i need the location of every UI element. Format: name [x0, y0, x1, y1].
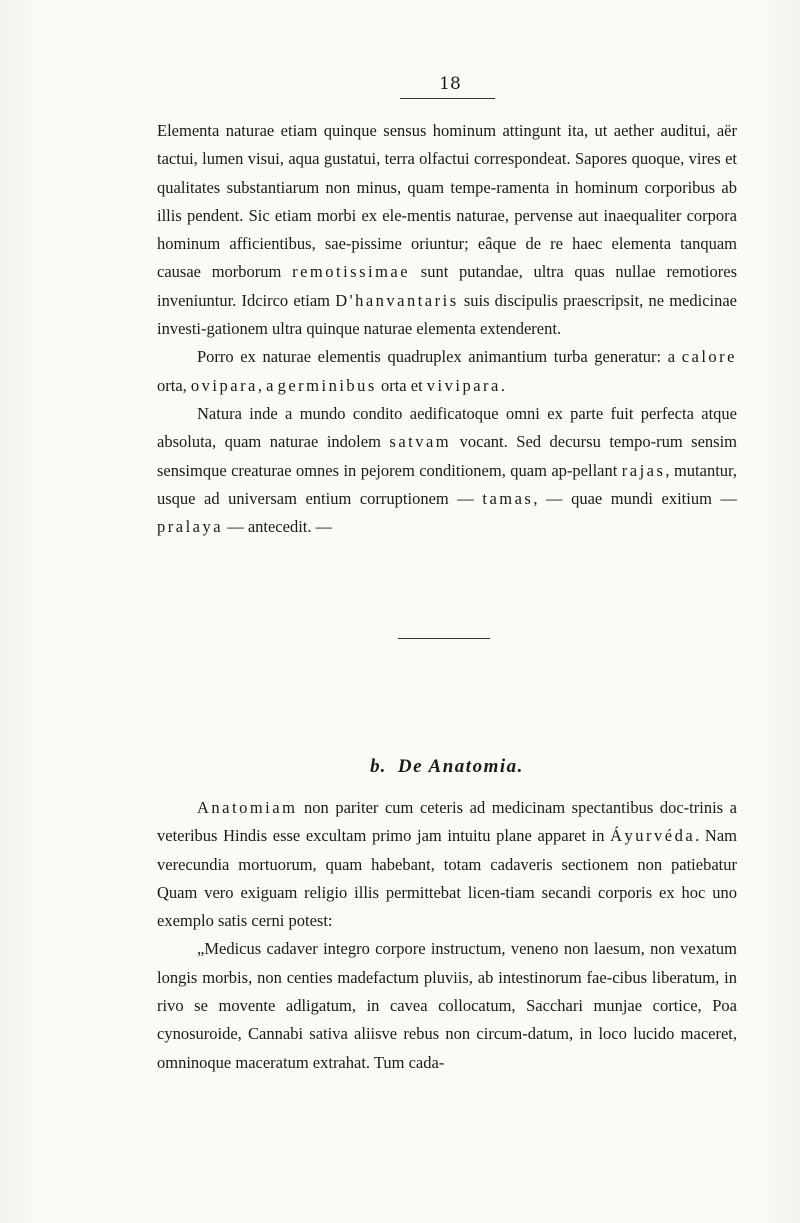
text-run: .	[500, 375, 505, 395]
spaced-term: satvam	[389, 432, 452, 452]
text-run: Porro ex naturae elementis quadruplex animantium turba generatur: a	[197, 347, 682, 367]
page-number-rule	[400, 98, 495, 99]
spaced-term: pralaya	[157, 517, 224, 537]
section-a-text	[157, 117, 737, 541]
text-run: Natura inde a mundo condito aedificatoque omni ex parte fuit perfecta atque absoluta, quam naturae indolem	[157, 403, 737, 452]
section-heading-title: De Anatomia.	[397, 756, 524, 777]
section-b-text	[157, 794, 737, 1077]
spaced-term: Anatomiam	[197, 798, 298, 817]
paragraph-anatomia	[157, 794, 737, 935]
paragraph-natura-satvam	[157, 400, 737, 541]
spaced-term: Áyurvéda	[610, 826, 696, 846]
spaced-term: D'hanvantaris	[335, 290, 459, 310]
text-run: orta et	[376, 375, 427, 395]
text-run: , — quae mundi exitium —	[533, 488, 737, 508]
paragraph-elements-senses	[157, 117, 737, 343]
spaced-term: germinibus	[277, 375, 377, 395]
spaced-term: tamas	[482, 488, 534, 508]
text-run: — antecedit. —	[223, 517, 333, 537]
section-heading	[157, 756, 737, 778]
spaced-term: vivipara	[426, 375, 501, 395]
section-heading-letter: b.	[370, 756, 387, 777]
paragraph-animal-kinds	[157, 343, 737, 400]
text-run: , a	[257, 375, 278, 395]
text-run: sunt putandae, ultra quas nullae remotiores inveniuntur. Idcirco etiam	[157, 262, 738, 310]
text-run: suis discipulis praescripsit, ne medicinae investi-gationem ultra quinque naturae elementa extenderent.	[157, 290, 737, 339]
text-run: non pariter cum ceteris ad medicinam spectantibus doc-trinis a veteribus Hindis esse excultam primo jam intuitu plane apparet in	[157, 798, 737, 846]
text-run: orta,	[157, 375, 191, 395]
text-run: vocant. Sed decursu tempo-rum sensim sensimque creaturae omnes in pejorem conditionem, quam ap-pellant	[157, 432, 737, 480]
spaced-term: remotissimae	[292, 262, 411, 282]
page-number: 18	[439, 74, 461, 94]
text-run: Elementa naturae etiam quinque sensus hominum attingunt ita, ut aether auditui, aër tactui, lumen visui, aqua gustatui, terra olfactui correspondeat. Sapores quoque, vires et qualitates substantiarum non minus, quam tempe-ramenta in hominum corporibus ab illis pendent. Sic etiam morbi ex ele-mentis naturae, pervense aut inaequaliter corpora hominum afficientibus, sae-pissime oriuntur; eâque de re haec elementa tanquam causae morborum	[157, 121, 737, 282]
paragraph-medicus-quote	[157, 935, 737, 1076]
text-run: . Nam verecundia mortuorum, quam habebant, totam cadaveris sectionem non patiebatur Quam vero exiguam religio illis permittebat licen-tiam secandi corporis ex hoc uno exemplo satis cerni potest:	[157, 826, 737, 931]
section-divider	[398, 638, 490, 639]
text-run: „Medicus cadaver integro corpore instructum, veneno non laesum, non vexatum longis morbis, non centies madefactum pluviis, ab intestinorum fae-cibus liberatum, in rivo se movente adligatum, in cavea collocatum, Sacchari munjae cortice, Poa cynosuroide, Cannabi sativa aliisve rebus non circum-datum, in loco lucido maceret, omninoque maceratum extrahat. Tum cada-	[157, 939, 737, 1072]
spaced-term: calore	[681, 347, 737, 367]
text-run: , mutantur, usque ad universam entium corruptionem —	[157, 460, 737, 508]
spaced-term: ovipara	[190, 375, 258, 395]
spaced-term: rajas	[621, 460, 666, 480]
